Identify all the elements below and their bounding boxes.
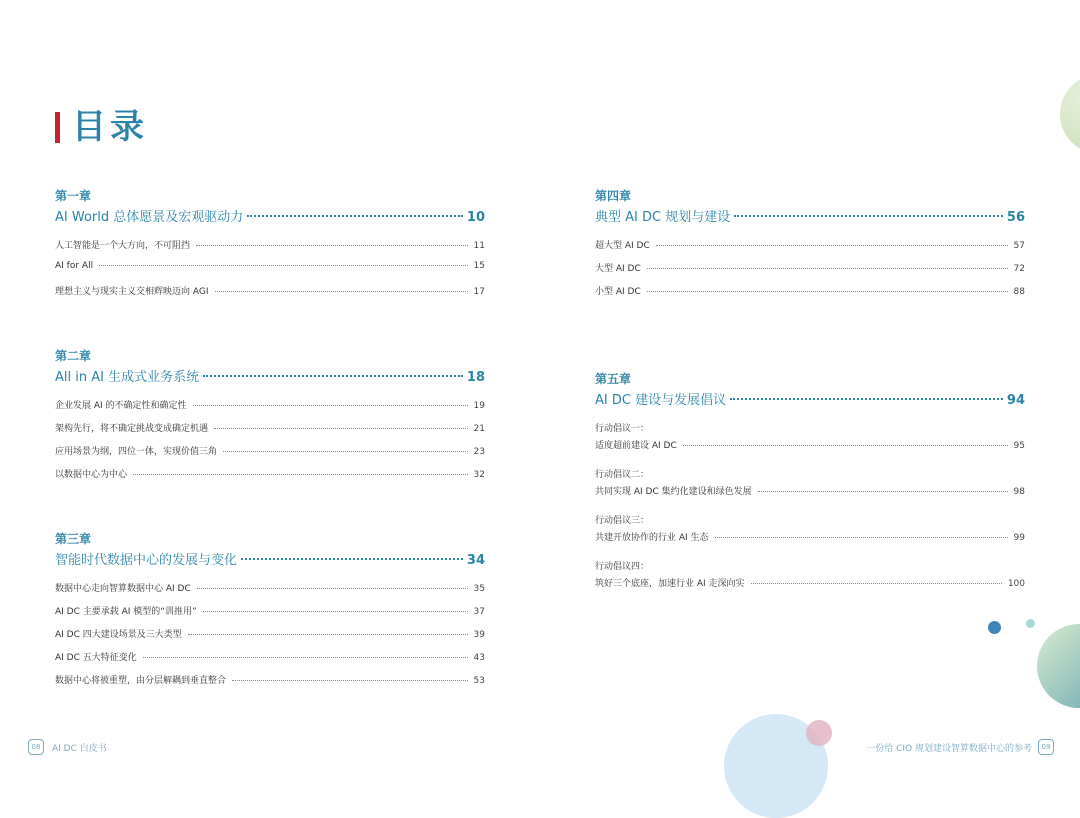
toc-entry[interactable] (55, 421, 485, 444)
dot-leader (203, 611, 468, 612)
action-initiative-2[interactable] (595, 467, 1025, 502)
footer-right-text: 一份给 CIO 规划建设智算数据中心的参考 (866, 743, 1032, 754)
dot-leader (215, 291, 468, 292)
chapter-3[interactable] (55, 531, 485, 696)
chapter-title-row[interactable] (55, 366, 485, 386)
decorative-dot-blue (988, 621, 1001, 634)
title-accent-bar (55, 112, 60, 143)
chapter-page: 94 (1006, 393, 1025, 408)
decorative-circle-pink (806, 720, 832, 746)
entry-text: 数据中心走向智算数据中心 AI DC (55, 584, 191, 594)
entry-page: 57 (1013, 241, 1025, 251)
entry-text: 适度超前建设 AI DC (595, 441, 677, 451)
chapter-label: 第五章 (595, 372, 632, 386)
entry-text: 小型 AI DC (595, 287, 641, 297)
dot-leader (715, 537, 1008, 538)
toc-entry[interactable] (55, 398, 485, 421)
dot-leader (223, 451, 468, 452)
entry-page: 23 (473, 447, 485, 457)
toc-entry[interactable] (55, 467, 485, 490)
dot-leader (647, 268, 1008, 269)
entry-page: 32 (473, 470, 485, 480)
dot-leader (196, 245, 468, 246)
chapter-page: 10 (466, 210, 485, 225)
entry-page: 100 (1007, 579, 1025, 589)
entry-page: 98 (1013, 487, 1025, 497)
dot-leader (656, 245, 1008, 246)
dot-leader (143, 657, 468, 658)
chapter-1[interactable] (55, 188, 485, 307)
dot-leader (730, 398, 1003, 400)
entry-page: 21 (473, 424, 485, 434)
dot-leader (751, 583, 1002, 584)
chapter-title-row[interactable] (595, 206, 1025, 226)
decorative-circle-top-right (1060, 74, 1080, 154)
chapter-title: All in AI 生成式业务系统 (55, 370, 200, 385)
entry-page: 95 (1013, 441, 1025, 451)
entry-text: AI DC 四大建设场景及三大类型 (55, 630, 182, 640)
entry-text: 理想主义与现实主义交相辉映迈向 AGI (55, 287, 209, 297)
entry-text: 筑好三个底座，加速行业 AI 走深向实 (595, 579, 745, 589)
entry-text: 架构先行，将不确定挑战变成确定机遇 (55, 424, 209, 434)
toc-entry[interactable] (55, 444, 485, 467)
entry-page: 43 (473, 653, 485, 663)
entry-page: 99 (1013, 533, 1025, 543)
toc-entry[interactable] (55, 261, 485, 284)
entry-page: 39 (473, 630, 485, 640)
chapter-title-row[interactable] (595, 389, 1025, 409)
entry-page: 17 (473, 287, 485, 297)
toc-entry[interactable] (595, 261, 1025, 284)
toc-entry[interactable] (55, 604, 485, 627)
chapter-label: 第二章 (55, 349, 92, 363)
entry-text: 共建开放协作的行业 AI 生态 (595, 533, 709, 543)
action-label: 行动倡议一： (595, 424, 650, 434)
toc-entry[interactable] (55, 581, 485, 604)
entry-text: 大型 AI DC (595, 264, 641, 274)
toc-entry[interactable] (595, 484, 1025, 502)
action-initiative-3[interactable] (595, 513, 1025, 548)
dot-leader (247, 215, 463, 217)
chapter-2[interactable] (55, 348, 485, 490)
entry-page: 37 (473, 607, 485, 617)
dot-leader (758, 491, 1008, 492)
decorative-circle-bottom-right (1037, 624, 1080, 708)
toc-entry[interactable] (55, 650, 485, 673)
chapter-label: 第四章 (595, 189, 632, 203)
entry-page: 72 (1013, 264, 1025, 274)
entry-text: 人工智能是一个大方向，不可阻挡 (55, 241, 191, 251)
chapter-title: AI World 总体愿景及宏观驱动力 (55, 210, 244, 225)
entry-text: 应用场景为纲，四位一体，实现价值三角 (55, 447, 218, 457)
toc-entry[interactable] (595, 576, 1025, 594)
toc-entry[interactable] (55, 627, 485, 650)
dot-leader (232, 680, 468, 681)
footer-right (866, 739, 1054, 755)
chapter-label: 第三章 (55, 532, 92, 546)
dot-leader (734, 215, 1003, 217)
chapter-page: 18 (466, 370, 485, 385)
chapter-title-row[interactable] (55, 549, 485, 569)
entry-page: 88 (1013, 287, 1025, 297)
entry-page: 53 (473, 676, 485, 686)
entry-text: AI for All (55, 261, 94, 271)
page-title: 目录 (72, 107, 148, 147)
toc-entry[interactable] (595, 284, 1025, 307)
toc-entry[interactable] (595, 530, 1025, 548)
dot-leader (214, 428, 468, 429)
dot-leader (197, 588, 468, 589)
chapter-label: 第一章 (55, 189, 92, 203)
action-label: 行动倡议三： (595, 516, 650, 526)
chapter-5[interactable] (595, 371, 1025, 594)
entry-page: 15 (473, 261, 485, 271)
toc-entry[interactable] (55, 238, 485, 261)
footer-left-text: AI DC 白皮书 (52, 743, 107, 754)
decorative-dot-teal (1026, 619, 1035, 628)
chapter-title-row[interactable] (55, 206, 485, 226)
entry-text: 以数据中心为中心 (55, 470, 128, 480)
entry-text: 共同实现 AI DC 集约化建设和绿色发展 (595, 487, 752, 497)
toc-entry[interactable] (595, 438, 1025, 456)
toc-right-column (595, 188, 1025, 605)
chapter-4[interactable] (595, 188, 1025, 307)
chapter-page: 56 (1006, 210, 1025, 225)
action-initiative-4[interactable] (595, 559, 1025, 594)
toc-entry[interactable] (55, 673, 485, 696)
dot-leader (683, 445, 1008, 446)
dot-leader (188, 634, 468, 635)
entry-page: 19 (473, 401, 485, 411)
dot-leader (99, 265, 467, 266)
chapter-title: 典型 AI DC 规划与建设 (595, 210, 731, 225)
page-number-badge: 09 (1038, 739, 1054, 755)
dot-leader (647, 291, 1008, 292)
footer-left (28, 739, 107, 755)
page-number-badge: 08 (28, 739, 44, 755)
entry-text: 数据中心将被重塑，由分层解耦到垂直整合 (55, 676, 227, 686)
chapter-title: AI DC 建设与发展倡议 (595, 393, 727, 408)
entry-page: 35 (473, 584, 485, 594)
toc-entry[interactable] (55, 284, 485, 307)
entry-text: AI DC 五大特征变化 (55, 653, 137, 663)
dot-leader (193, 405, 468, 406)
dot-leader (241, 558, 463, 560)
entry-text: 企业发展 AI 的不确定性和确定性 (55, 401, 187, 411)
toc-left-column (55, 188, 485, 696)
dot-leader (133, 474, 468, 475)
chapter-page: 34 (466, 553, 485, 568)
chapter-title: 智能时代数据中心的发展与变化 (55, 553, 238, 568)
entry-page: 11 (473, 241, 485, 251)
entry-text: 超大型 AI DC (595, 241, 650, 251)
toc-entry[interactable] (595, 238, 1025, 261)
dot-leader (203, 375, 463, 377)
action-initiative-1[interactable] (595, 421, 1025, 456)
entry-text: AI DC 主要承载 AI 模型的“训推用” (55, 607, 197, 617)
action-label: 行动倡议二： (595, 470, 650, 480)
action-label: 行动倡议四： (595, 562, 650, 572)
